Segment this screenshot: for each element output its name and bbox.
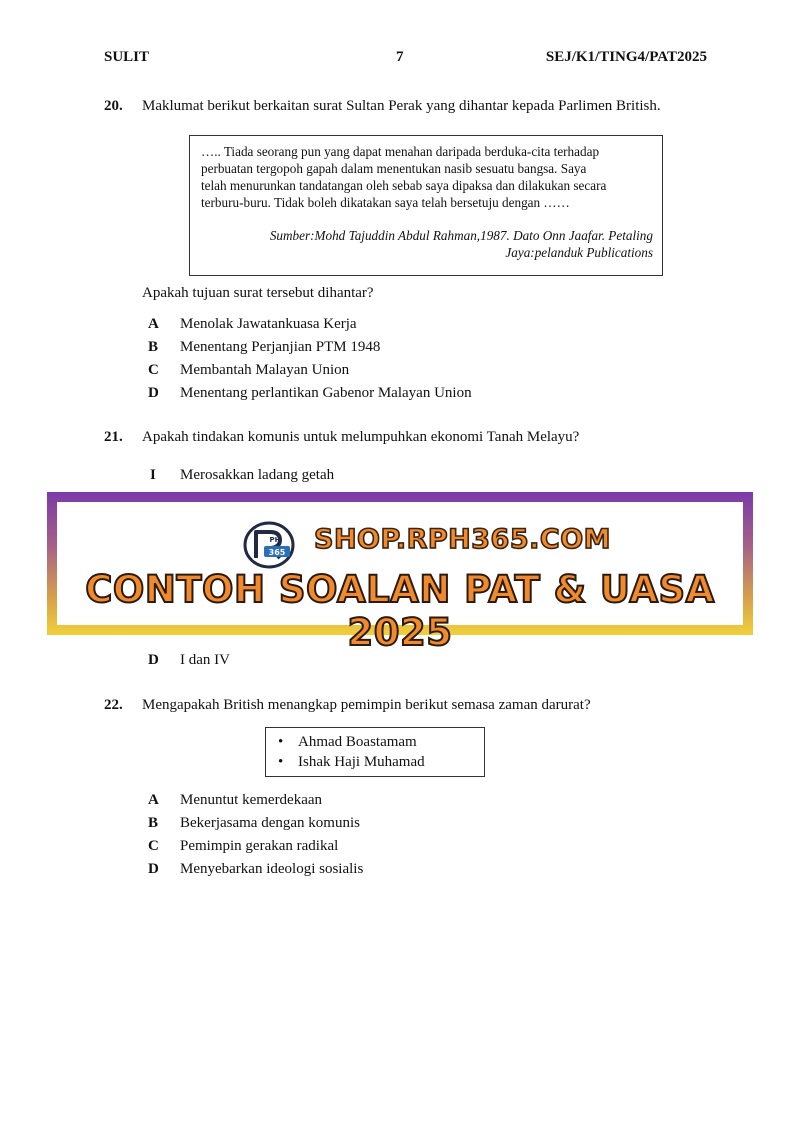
option-letter: D <box>148 652 159 668</box>
leader-bullet: • Ishak Haji Muhamad <box>298 754 425 771</box>
option-c-text[interactable]: Pemimpin gerakan radikal <box>180 838 339 854</box>
option-letter: B <box>148 339 159 355</box>
option-letter: C <box>148 362 159 378</box>
option-d-text[interactable]: Menyebarkan ideologi sosialis <box>180 861 364 877</box>
banner-headline: CONTOH SOALAN PAT & UASA 2025 <box>85 568 715 654</box>
option-a-text[interactable]: Menolak Jawatankuasa Kerja <box>180 316 357 332</box>
question-20-prompt: Apakah tujuan surat tersebut dihantar? <box>142 285 374 301</box>
promo-banner <box>47 492 753 654</box>
excerpt-line: telah menurunkan tandatangan oleh sebab saya dipaksa dan dilakukan secara <box>201 178 607 193</box>
option-letter: A <box>148 316 159 332</box>
question-20-stem: Maklumat berikut berkaitan surat Sultan Perak yang dihantar kepada Parlimen British. <box>142 98 661 114</box>
statement-roman: I <box>150 467 156 483</box>
excerpt-source: Jaya:pelanduk Publications <box>505 245 653 260</box>
option-letter: A <box>148 792 159 808</box>
excerpt-line: terburu-buru. Tidak boleh dikatakan saya telah bersetuju dengan …… <box>201 195 570 210</box>
shop-url[interactable]: SHOP.RPH365.COM <box>314 524 612 555</box>
option-a-text[interactable]: Menuntut kemerdekaan <box>180 792 323 808</box>
question-21-stem: Apakah tindakan komunis untuk melumpuhkan ekonomi Tanah Melayu? <box>142 429 580 445</box>
option-letter: C <box>148 838 159 854</box>
option-letter: D <box>148 861 159 877</box>
option-b-text[interactable]: Menentang Perjanjian PTM 1948 <box>180 339 381 355</box>
option-c-text[interactable]: Membantah Malayan Union <box>180 362 350 378</box>
svg-text:365: 365 <box>268 548 286 557</box>
paper-code: SEJ/K1/TING4/PAT2025 <box>545 49 707 65</box>
option-d-text[interactable]: I dan IV <box>180 652 230 668</box>
question-20-number: 20. <box>104 98 123 114</box>
source-excerpt-box <box>189 135 663 276</box>
question-22-number: 22. <box>104 697 123 713</box>
header-sulit: SULIT <box>104 49 150 65</box>
option-letter: B <box>148 815 159 831</box>
option-d-text[interactable]: Menentang perlantikan Gabenor Malayan Union <box>180 385 472 401</box>
statement-text: Merosakkan ladang getah <box>180 467 335 483</box>
leaders-box <box>265 727 485 777</box>
rph365-logo-icon <box>242 520 296 570</box>
option-letter: D <box>148 385 159 401</box>
excerpt-source: Sumber:Mohd Tajuddin Abdul Rahman,1987. Dato Onn Jaafar. Petaling <box>269 228 653 243</box>
svg-text:PH: PH <box>269 536 281 544</box>
excerpt-line: ….. Tiada seorang pun yang dapat menahan daripada berduka-cita terhadap <box>201 144 600 159</box>
question-21-number: 21. <box>104 429 123 445</box>
page-number: 7 <box>396 49 404 65</box>
option-b-text[interactable]: Bekerjasama dengan komunis <box>180 815 360 831</box>
question-22-stem: Mengapakah British menangkap pemimpin berikut semasa zaman darurat? <box>142 697 591 713</box>
excerpt-line: perbuatan tergopoh gapah dalam menentukan nasib sesuatu bangsa. Saya <box>201 161 587 176</box>
leader-bullet: • Ahmad Boastamam <box>298 734 417 751</box>
